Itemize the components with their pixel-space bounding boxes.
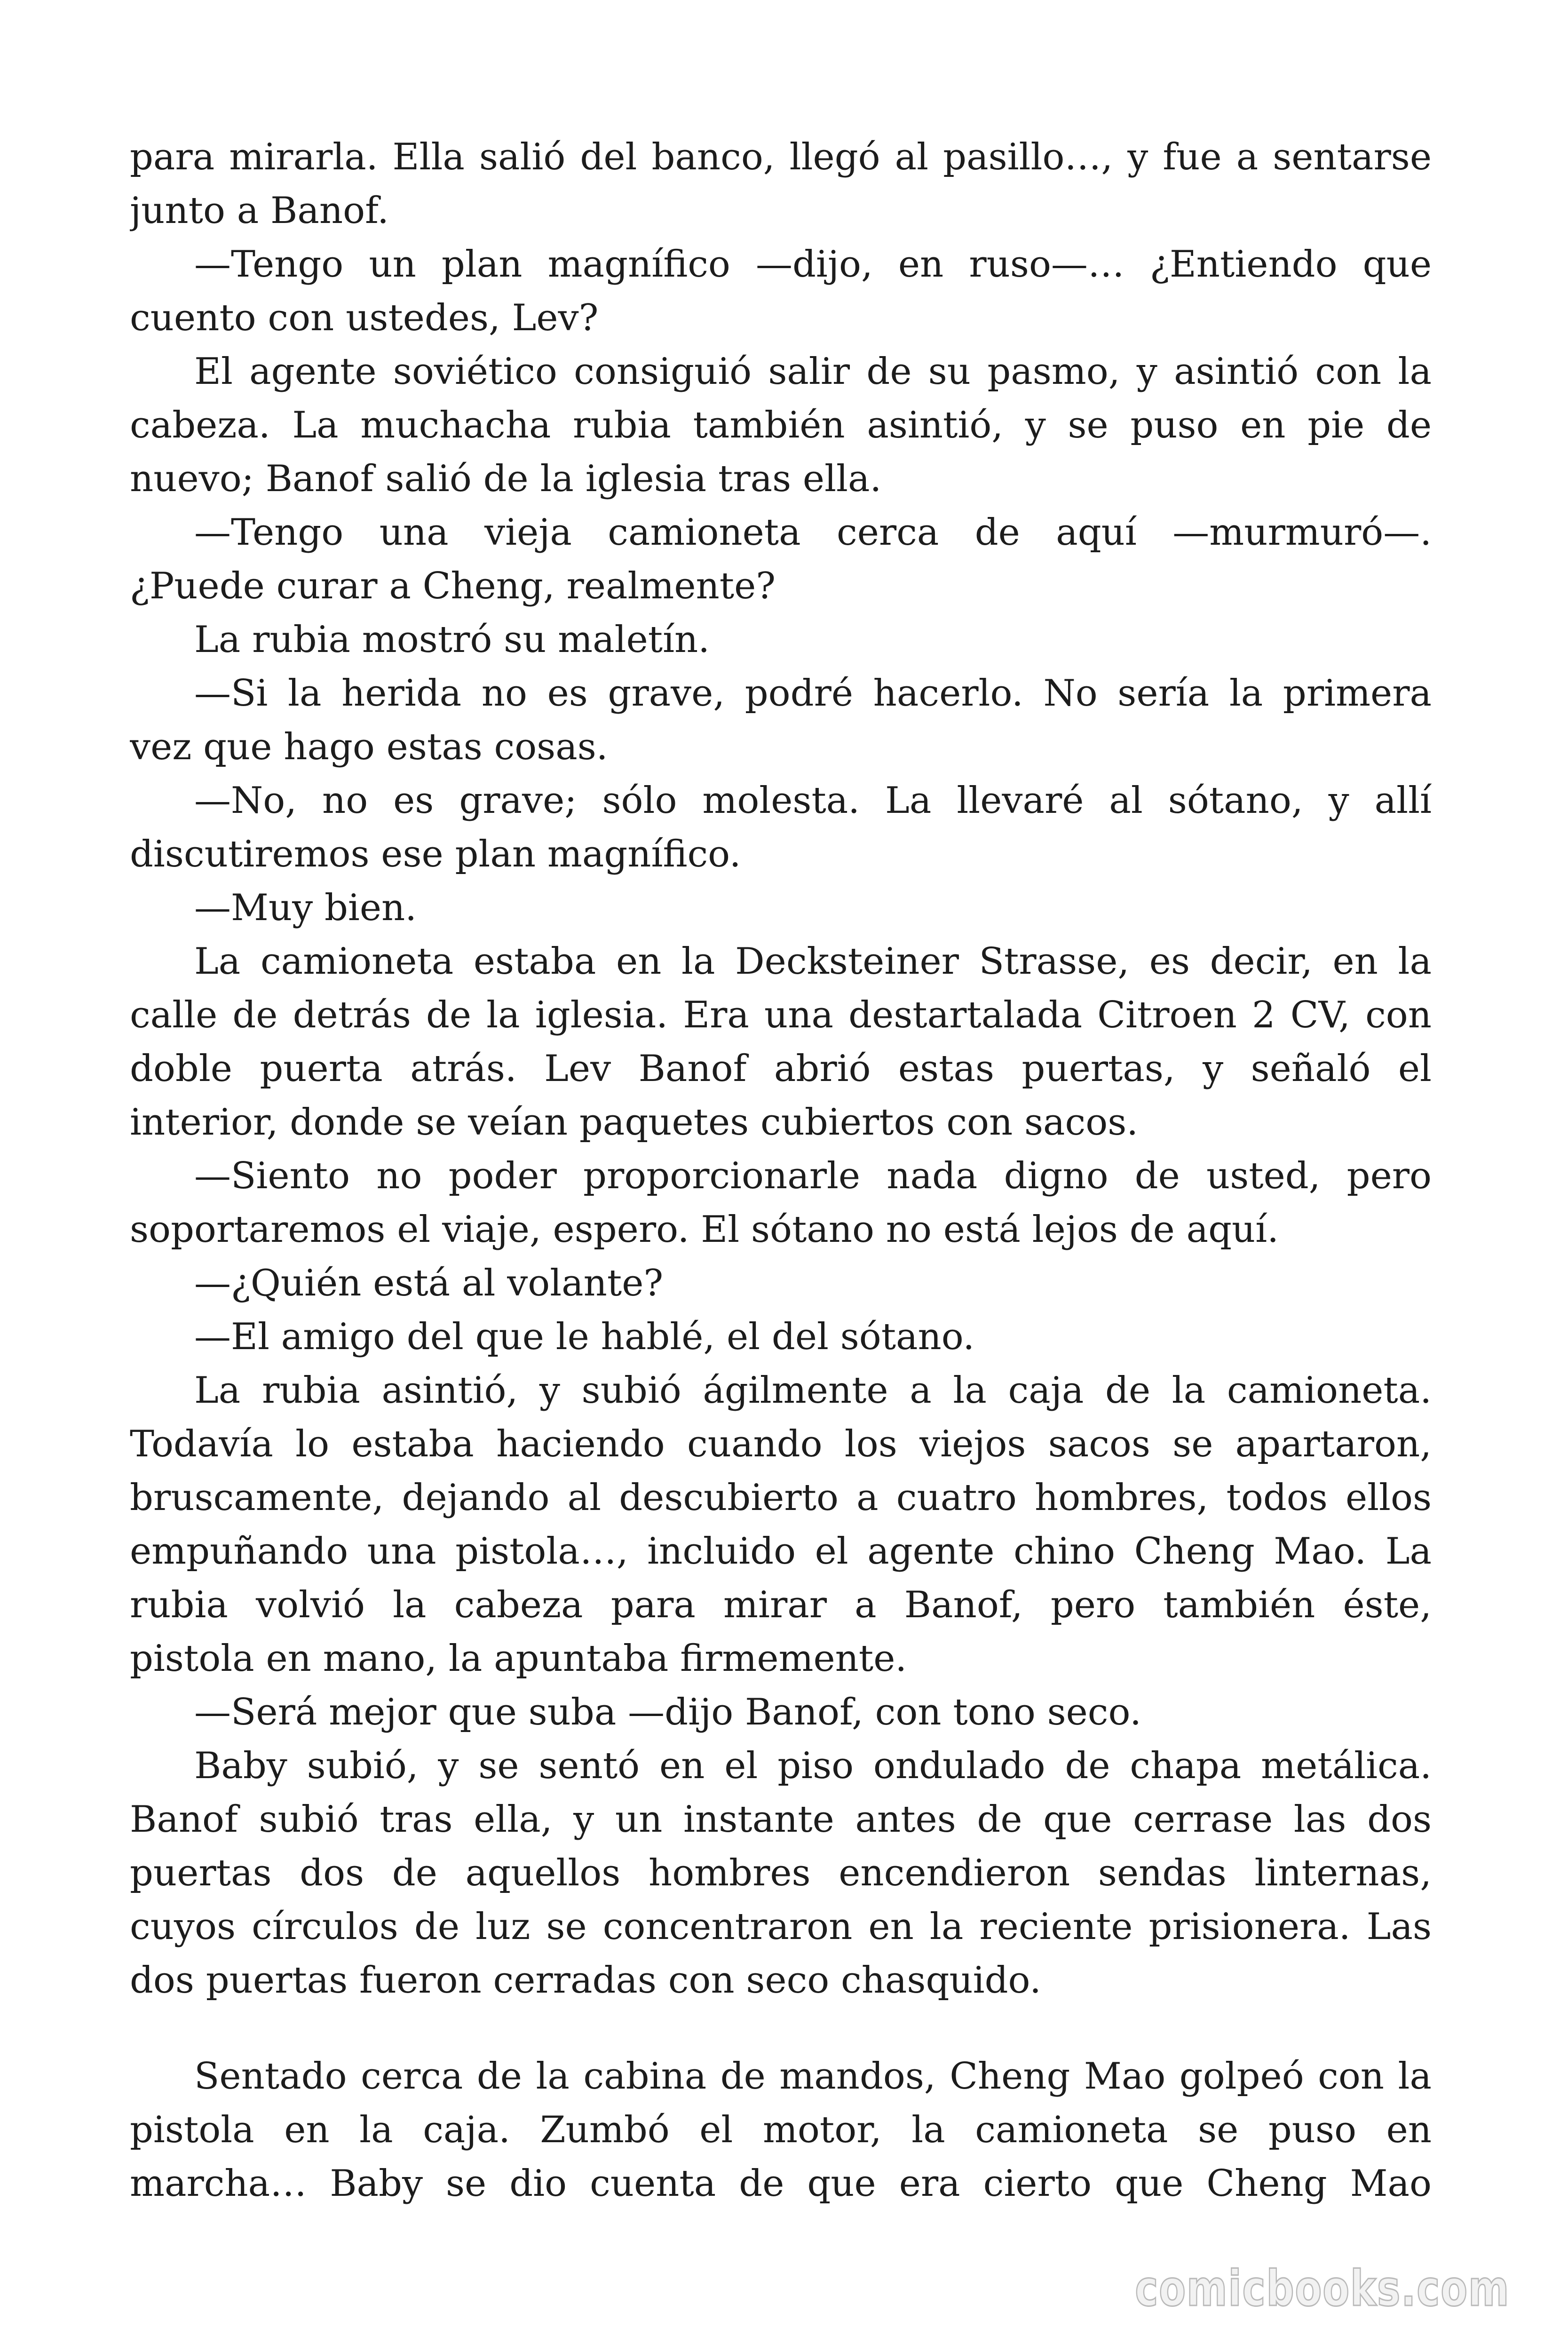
paragraph	[130, 667, 1432, 774]
text-line: —¿Quién está al volante?	[194, 1262, 664, 1304]
text-line: La rubia mostró su maletín.	[194, 619, 710, 661]
text-line: calle de detrás de la iglesia. Era una destartalada Citroen 2 CV, con	[130, 994, 1432, 1036]
text-line: cuento con ustedes, Lev?	[130, 297, 599, 339]
text-line: —Si la herida no es grave, podré hacerlo. No sería la primera	[194, 672, 1432, 715]
paragraph	[130, 506, 1432, 613]
text-line: —Siento no poder proporcionarle nada digno de usted, pero	[194, 1155, 1432, 1197]
paragraph	[130, 774, 1432, 881]
paragraph	[130, 130, 1432, 238]
watermark-text: comicbooks.com	[1135, 2260, 1510, 2317]
text-line: marcha… Baby se dio cuenta de que era cierto que Cheng Mao	[130, 2162, 1432, 2205]
paragraph	[130, 881, 1432, 935]
text-line: —Muy bien.	[194, 887, 417, 929]
text-line: —Tengo un plan magnífico —dijo, en ruso—… ¿Entiendo que	[194, 243, 1432, 286]
text-line: nuevo; Banof salió de la iglesia tras ella.	[130, 458, 882, 500]
text-line: cuyos círculos de luz se concentraron en la reciente prisionera. Las	[130, 1906, 1432, 1948]
text-line: pistola en mano, la apuntaba firmemente.	[130, 1637, 907, 1680]
text-line: ¿Puede curar a Cheng, realmente?	[130, 565, 776, 607]
text-line: —Será mejor que suba —dijo Banof, con tono seco.	[194, 1691, 1141, 1733]
text-line: empuñando una pistola…, incluido el agente chino Cheng Mao. La	[130, 1530, 1432, 1573]
paragraph	[130, 1256, 1432, 1310]
paragraph	[130, 935, 1432, 1149]
paragraph	[130, 2050, 1432, 2210]
text-line: cabeza. La muchacha rubia también asintió, y se puso en pie de	[130, 404, 1432, 446]
paragraph	[130, 1149, 1432, 1256]
paragraph	[130, 1310, 1432, 1364]
text-line: El agente soviético consiguió salir de su pasmo, y asintió con la	[194, 350, 1432, 393]
text-line: Todavía lo estaba haciendo cuando los viejos sacos se apartaron,	[130, 1423, 1432, 1465]
text-line: bruscamente, dejando al descubierto a cuatro hombres, todos ellos	[130, 1477, 1432, 1519]
paragraph	[130, 613, 1432, 667]
text-line: La rubia asintió, y subió ágilmente a la caja de la camioneta.	[194, 1369, 1432, 1412]
text-line: Sentado cerca de la cabina de mandos, Cheng Mao golpeó con la	[194, 2055, 1432, 2098]
text-line: —Tengo una vieja camioneta cerca de aquí —murmuró—.	[194, 511, 1432, 554]
text-line: dos puertas fueron cerradas con seco chasquido.	[130, 1959, 1041, 2002]
text-line: puertas dos de aquellos hombres encendieron sendas linternas,	[130, 1852, 1432, 1894]
text-line: rubia volvió la cabeza para mirar a Banof, pero también éste,	[130, 1584, 1432, 1626]
paragraph	[130, 238, 1432, 345]
text-line: Banof subió tras ella, y un instante antes de que cerrase las dos	[130, 1798, 1432, 1841]
paragraph	[130, 1364, 1432, 1685]
text-line: Baby subió, y se sentó en el piso ondulado de chapa metálica.	[194, 1745, 1432, 1787]
body-text	[130, 130, 1432, 2210]
text-line: interior, donde se veían paquetes cubiertos con sacos.	[130, 1101, 1139, 1144]
text-line: pistola en la caja. Zumbó el motor, la camioneta se puso en	[130, 2109, 1432, 2151]
text-line: junto a Banof.	[130, 190, 389, 232]
text-line: discutiremos ese plan magnífico.	[130, 833, 741, 875]
text-line: doble puerta atrás. Lev Banof abrió estas puertas, y señaló el	[130, 1048, 1432, 1090]
paragraph	[130, 345, 1432, 506]
paragraph	[130, 1739, 1432, 2007]
text-line: —No, no es grave; sólo molesta. La llevaré al sótano, y allí	[194, 779, 1432, 822]
text-line: soportaremos el viaje, espero. El sótano no está lejos de aquí.	[130, 1208, 1279, 1251]
text-line: La camioneta estaba en la Decksteiner Strasse, es decir, en la	[194, 940, 1432, 983]
text-line: vez que hago estas cosas.	[130, 726, 608, 768]
text-line: para mirarla. Ella salió del banco, llegó al pasillo…, y fue a sentarse	[130, 136, 1432, 178]
paragraph	[130, 1685, 1432, 1739]
text-line: —El amigo del que le hablé, el del sótano.	[194, 1316, 975, 1358]
